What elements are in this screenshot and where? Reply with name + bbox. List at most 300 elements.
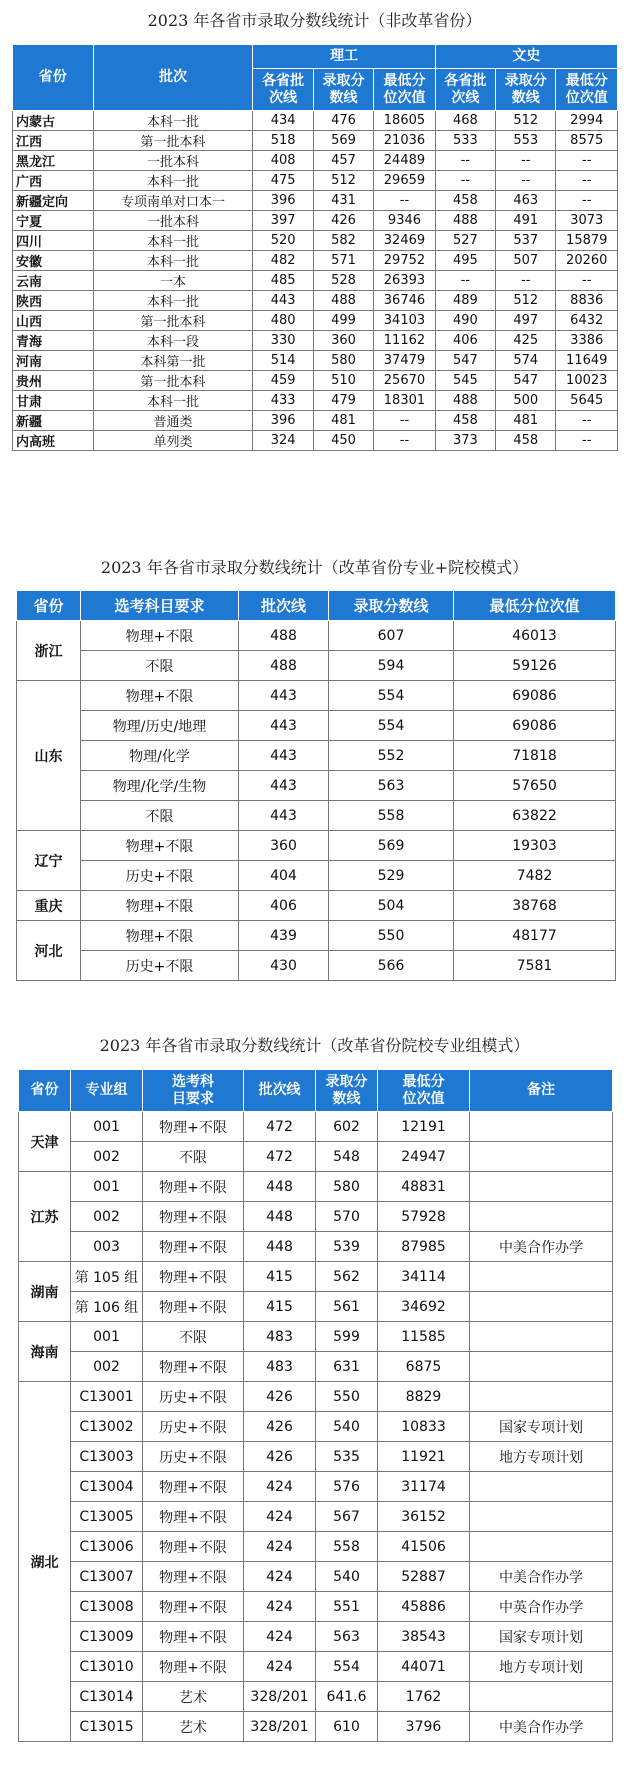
value-cell: 46013: [454, 621, 616, 651]
value-cell: 529: [329, 861, 454, 891]
header-cell: 最低分位次值: [454, 591, 616, 621]
batch-cell: 本科一批: [93, 111, 253, 131]
value-cell: 457: [313, 151, 373, 171]
note-cell: 地方专项计划: [470, 1652, 613, 1682]
value-cell: 31174: [378, 1472, 470, 1502]
value-cell: --: [496, 171, 556, 191]
table-row: [17, 801, 616, 831]
batch-cell: 普通类: [93, 411, 253, 431]
table-row: [17, 891, 616, 921]
value-cell: 11585: [378, 1322, 470, 1352]
value-cell: --: [556, 431, 618, 451]
value-cell: 434: [253, 111, 313, 131]
batch-cell: 本科一批: [93, 251, 253, 271]
value-cell: 21036: [374, 131, 435, 151]
value-cell: 36746: [374, 291, 435, 311]
value-cell: 第 105 组: [71, 1262, 143, 1292]
province-cell: 云南: [13, 271, 94, 291]
value-cell: 450: [313, 431, 373, 451]
value-cell: 520: [253, 231, 313, 251]
value-cell: 408: [253, 151, 313, 171]
value-cell: 3796: [378, 1712, 470, 1742]
value-cell: 9346: [374, 211, 435, 231]
value-cell: 12191: [378, 1112, 470, 1142]
table-row: [17, 921, 616, 951]
province-cell: 山东: [17, 681, 81, 831]
value-cell: 002: [71, 1142, 143, 1172]
table-row: [17, 831, 616, 861]
value-cell: 87985: [378, 1232, 470, 1262]
value-cell: 551: [316, 1592, 378, 1622]
value-cell: 533: [435, 131, 495, 151]
header-science: 理工: [253, 45, 435, 69]
province-cell: 湖北: [19, 1382, 71, 1742]
reform-major-school-table: [16, 590, 616, 981]
value-cell: 482: [253, 251, 313, 271]
value-cell: 45886: [378, 1592, 470, 1622]
note-cell: [470, 1472, 613, 1502]
province-cell: 辽宁: [17, 831, 81, 891]
value-cell: 37479: [374, 351, 435, 371]
value-cell: 71818: [454, 741, 616, 771]
note-cell: [470, 1322, 613, 1352]
table-row: [17, 861, 616, 891]
value-cell: 24489: [374, 151, 435, 171]
header-line: 位次值: [565, 89, 608, 106]
value-cell: 34114: [378, 1262, 470, 1292]
value-cell: 29752: [374, 251, 435, 271]
header-line: 最低分: [402, 1073, 445, 1090]
value-cell: --: [374, 191, 435, 211]
value-cell: 641.6: [316, 1682, 378, 1712]
value-cell: 535: [316, 1442, 378, 1472]
value-cell: 41506: [378, 1532, 470, 1562]
value-cell: 554: [329, 711, 454, 741]
note-cell: [470, 1112, 613, 1142]
value-cell: 426: [313, 211, 373, 231]
table-row: [13, 411, 618, 431]
province-cell: 甘肃: [13, 391, 94, 411]
value-cell: 历史+不限: [143, 1382, 244, 1412]
value-cell: 550: [316, 1382, 378, 1412]
value-cell: 495: [435, 251, 495, 271]
header-province: 省份: [13, 45, 94, 111]
table-row: [19, 1322, 613, 1352]
header-line: 最低分: [383, 72, 426, 89]
value-cell: 69086: [454, 711, 616, 741]
table-row: [13, 431, 618, 451]
value-cell: --: [496, 271, 556, 291]
province-cell: 陕西: [13, 291, 94, 311]
value-cell: 历史+不限: [81, 861, 239, 891]
value-cell: 554: [329, 681, 454, 711]
value-cell: 物理+不限: [143, 1202, 244, 1232]
value-cell: 439: [239, 921, 329, 951]
province-cell: 河北: [17, 921, 81, 981]
table-row: [13, 211, 618, 231]
value-cell: 3386: [556, 331, 618, 351]
value-cell: 426: [244, 1442, 316, 1472]
value-cell: 不限: [81, 651, 239, 681]
note-cell: 中英合作办学: [470, 1592, 613, 1622]
value-cell: 443: [239, 681, 329, 711]
header-arts: 文史: [435, 45, 617, 69]
value-cell: 566: [329, 951, 454, 981]
province-cell: 宁夏: [13, 211, 94, 231]
header-line: 最低分: [565, 72, 608, 89]
value-cell: 504: [329, 891, 454, 921]
value-cell: 24947: [378, 1142, 470, 1172]
value-cell: 18301: [374, 391, 435, 411]
table-row: [17, 771, 616, 801]
batch-cell: 本科一批: [93, 291, 253, 311]
value-cell: 561: [316, 1292, 378, 1322]
value-cell: 20260: [556, 251, 618, 271]
value-cell: 491: [496, 211, 556, 231]
value-cell: 458: [435, 411, 495, 431]
value-cell: 540: [316, 1562, 378, 1592]
value-cell: 580: [313, 351, 373, 371]
table-row: [19, 1142, 613, 1172]
value-cell: 576: [316, 1472, 378, 1502]
value-cell: 物理/化学/生物: [81, 771, 239, 801]
value-cell: 479: [313, 391, 373, 411]
value-cell: 57650: [454, 771, 616, 801]
value-cell: C13002: [71, 1412, 143, 1442]
value-cell: 528: [313, 271, 373, 291]
header-line: 各省批: [262, 72, 305, 89]
value-cell: 490: [435, 311, 495, 331]
table-row: [19, 1562, 613, 1592]
note-cell: [470, 1292, 613, 1322]
province-cell: 江西: [13, 131, 94, 151]
header-line: 数线: [329, 89, 358, 106]
table-row: [17, 741, 616, 771]
value-cell: 552: [329, 741, 454, 771]
value-cell: 424: [244, 1562, 316, 1592]
province-cell: 黑龙江: [13, 151, 94, 171]
value-cell: 448: [244, 1202, 316, 1232]
value-cell: 537: [496, 231, 556, 251]
value-cell: 443: [239, 741, 329, 771]
value-cell: 3073: [556, 211, 618, 231]
value-cell: 554: [316, 1652, 378, 1682]
value-cell: 424: [244, 1622, 316, 1652]
value-cell: 500: [496, 391, 556, 411]
batch-cell: 一本: [93, 271, 253, 291]
value-cell: 547: [496, 371, 556, 391]
province-cell: 内高班: [13, 431, 94, 451]
province-cell: 新疆定向: [13, 191, 94, 211]
province-cell: 海南: [19, 1322, 71, 1382]
province-cell: 广西: [13, 171, 94, 191]
table-row: [19, 1502, 613, 1532]
value-cell: 507: [496, 251, 556, 271]
value-cell: 570: [316, 1202, 378, 1232]
value-cell: 物理+不限: [143, 1592, 244, 1622]
table-row: [13, 131, 618, 151]
value-cell: 463: [496, 191, 556, 211]
table-row: [19, 1292, 613, 1322]
value-cell: 488: [313, 291, 373, 311]
table-row: [13, 231, 618, 251]
value-cell: 69086: [454, 681, 616, 711]
value-cell: 003: [71, 1232, 143, 1262]
value-cell: C13009: [71, 1622, 143, 1652]
table-row: [17, 621, 616, 651]
value-cell: 物理+不限: [143, 1532, 244, 1562]
province-cell: 江苏: [19, 1172, 71, 1262]
subheader-cell: [253, 69, 313, 111]
value-cell: 2994: [556, 111, 618, 131]
value-cell: 15879: [556, 231, 618, 251]
value-cell: 550: [329, 921, 454, 951]
table-row: [19, 1262, 613, 1292]
value-cell: --: [556, 171, 618, 191]
value-cell: 25670: [374, 371, 435, 391]
value-cell: 574: [496, 351, 556, 371]
value-cell: 476: [313, 111, 373, 131]
province-cell: 内蒙古: [13, 111, 94, 131]
value-cell: C13001: [71, 1382, 143, 1412]
table-row: [17, 711, 616, 741]
value-cell: 物理+不限: [143, 1502, 244, 1532]
value-cell: 物理/历史/地理: [81, 711, 239, 741]
value-cell: 567: [316, 1502, 378, 1532]
value-cell: 424: [244, 1592, 316, 1622]
value-cell: 431: [313, 191, 373, 211]
header-cell: [378, 1070, 470, 1112]
header-cell: 专业组: [71, 1070, 143, 1112]
value-cell: 582: [313, 231, 373, 251]
province-cell: 河南: [13, 351, 94, 371]
table-row: [19, 1442, 613, 1472]
value-cell: 610: [316, 1712, 378, 1742]
value-cell: 488: [239, 651, 329, 681]
value-cell: 1762: [378, 1682, 470, 1712]
header-line: 位次值: [402, 1090, 445, 1107]
header-batch: 批次: [93, 45, 253, 111]
value-cell: 558: [316, 1532, 378, 1562]
value-cell: 448: [244, 1232, 316, 1262]
subheader-cell: [313, 69, 373, 111]
table-row: [19, 1532, 613, 1562]
province-cell: 浙江: [17, 621, 81, 681]
value-cell: 001: [71, 1172, 143, 1202]
value-cell: 44071: [378, 1652, 470, 1682]
value-cell: 物理+不限: [143, 1262, 244, 1292]
header-line: 目要求: [172, 1090, 214, 1107]
table-row: [19, 1382, 613, 1412]
value-cell: 563: [316, 1622, 378, 1652]
value-cell: 489: [435, 291, 495, 311]
value-cell: 404: [239, 861, 329, 891]
value-cell: 397: [253, 211, 313, 231]
value-cell: 52887: [378, 1562, 470, 1592]
value-cell: 10023: [556, 371, 618, 391]
value-cell: --: [496, 151, 556, 171]
value-cell: 330: [253, 331, 313, 351]
value-cell: 425: [496, 331, 556, 351]
batch-cell: 本科一批: [93, 171, 253, 191]
value-cell: 458: [435, 191, 495, 211]
province-cell: 天津: [19, 1112, 71, 1172]
table-row: [13, 331, 618, 351]
value-cell: 物理+不限: [81, 921, 239, 951]
value-cell: 不限: [81, 801, 239, 831]
subheader-cell: [435, 69, 495, 111]
value-cell: 328/201: [244, 1682, 316, 1712]
non-reform-score-table: [12, 44, 618, 451]
header-cell: 批次线: [244, 1070, 316, 1112]
table-row: [13, 271, 618, 291]
value-cell: 48177: [454, 921, 616, 951]
value-cell: 571: [313, 251, 373, 271]
table-row: [19, 1592, 613, 1622]
value-cell: 547: [435, 351, 495, 371]
value-cell: 38768: [454, 891, 616, 921]
header-cell: 录取分数线: [329, 591, 454, 621]
value-cell: 7581: [454, 951, 616, 981]
value-cell: 488: [435, 391, 495, 411]
table-row: [13, 351, 618, 371]
value-cell: 569: [329, 831, 454, 861]
value-cell: 19303: [454, 831, 616, 861]
table-row: [13, 251, 618, 271]
value-cell: 001: [71, 1322, 143, 1352]
value-cell: 7482: [454, 861, 616, 891]
value-cell: C13007: [71, 1562, 143, 1592]
note-cell: [470, 1682, 613, 1712]
value-cell: 物理+不限: [143, 1622, 244, 1652]
province-cell: 安徽: [13, 251, 94, 271]
note-cell: 中美合作办学: [470, 1562, 613, 1592]
note-cell: 国家专项计划: [470, 1412, 613, 1442]
value-cell: 48831: [378, 1172, 470, 1202]
value-cell: 415: [244, 1292, 316, 1322]
value-cell: 物理+不限: [143, 1292, 244, 1322]
value-cell: --: [556, 151, 618, 171]
value-cell: --: [374, 411, 435, 431]
table-row: [19, 1352, 613, 1382]
table-row: [13, 111, 618, 131]
batch-cell: 本科一段: [93, 331, 253, 351]
value-cell: 599: [316, 1322, 378, 1352]
value-cell: --: [556, 271, 618, 291]
value-cell: 488: [435, 211, 495, 231]
table-row: [13, 391, 618, 411]
header-line: 各省批: [444, 72, 487, 89]
value-cell: C13006: [71, 1532, 143, 1562]
value-cell: 539: [316, 1232, 378, 1262]
value-cell: 475: [253, 171, 313, 191]
table-row: [19, 1112, 613, 1142]
header-line: 选考科: [172, 1073, 214, 1090]
value-cell: C13015: [71, 1712, 143, 1742]
value-cell: 545: [435, 371, 495, 391]
value-cell: 472: [244, 1112, 316, 1142]
value-cell: 406: [239, 891, 329, 921]
value-cell: 514: [253, 351, 313, 371]
value-cell: 34103: [374, 311, 435, 331]
value-cell: 32469: [374, 231, 435, 251]
value-cell: 562: [316, 1262, 378, 1292]
value-cell: 物理+不限: [81, 621, 239, 651]
value-cell: 8575: [556, 131, 618, 151]
value-cell: 34692: [378, 1292, 470, 1322]
value-cell: 594: [329, 651, 454, 681]
value-cell: 433: [253, 391, 313, 411]
value-cell: 11649: [556, 351, 618, 371]
value-cell: 468: [435, 111, 495, 131]
value-cell: C13004: [71, 1472, 143, 1502]
value-cell: 物理+不限: [143, 1652, 244, 1682]
header-line: 数线: [511, 89, 540, 106]
header-line: 次线: [451, 89, 480, 106]
table1-title: 2023 年各省市录取分数线统计（非改革省份）: [147, 11, 482, 30]
value-cell: 物理+不限: [81, 831, 239, 861]
value-cell: 历史+不限: [81, 951, 239, 981]
subheader-cell: [374, 69, 435, 111]
table-row: [13, 191, 618, 211]
note-cell: [470, 1262, 613, 1292]
value-cell: 580: [316, 1172, 378, 1202]
value-cell: 不限: [143, 1142, 244, 1172]
value-cell: 443: [239, 771, 329, 801]
value-cell: 512: [496, 291, 556, 311]
value-cell: 6432: [556, 311, 618, 331]
province-cell: 四川: [13, 231, 94, 251]
value-cell: 406: [435, 331, 495, 351]
table-row: [13, 311, 618, 331]
value-cell: 10833: [378, 1412, 470, 1442]
value-cell: 002: [71, 1202, 143, 1232]
value-cell: 607: [329, 621, 454, 651]
value-cell: 483: [244, 1322, 316, 1352]
note-cell: 中美合作办学: [470, 1232, 613, 1262]
value-cell: --: [556, 191, 618, 211]
header-line: 录取分: [322, 72, 365, 89]
value-cell: C13005: [71, 1502, 143, 1532]
value-cell: 360: [313, 331, 373, 351]
table-row: [19, 1472, 613, 1502]
value-cell: 001: [71, 1112, 143, 1142]
value-cell: 483: [244, 1352, 316, 1382]
value-cell: 448: [244, 1172, 316, 1202]
value-cell: 443: [239, 711, 329, 741]
note-cell: [470, 1502, 613, 1532]
reform-major-group-table: [18, 1069, 613, 1742]
header-cell: 省份: [17, 591, 81, 621]
table-row: [19, 1622, 613, 1652]
value-cell: 424: [244, 1502, 316, 1532]
province-cell: 新疆: [13, 411, 94, 431]
value-cell: 29659: [374, 171, 435, 191]
value-cell: 548: [316, 1142, 378, 1172]
header-line: 位次值: [383, 89, 426, 106]
value-cell: 458: [496, 431, 556, 451]
province-cell: 山西: [13, 311, 94, 331]
note-cell: [470, 1142, 613, 1172]
table-row: [17, 681, 616, 711]
note-cell: [470, 1382, 613, 1412]
batch-cell: 专项南单对口本一: [93, 191, 253, 211]
value-cell: 26393: [374, 271, 435, 291]
value-cell: 324: [253, 431, 313, 451]
table-row: [13, 171, 618, 191]
value-cell: 553: [496, 131, 556, 151]
header-cell: 批次线: [239, 591, 329, 621]
